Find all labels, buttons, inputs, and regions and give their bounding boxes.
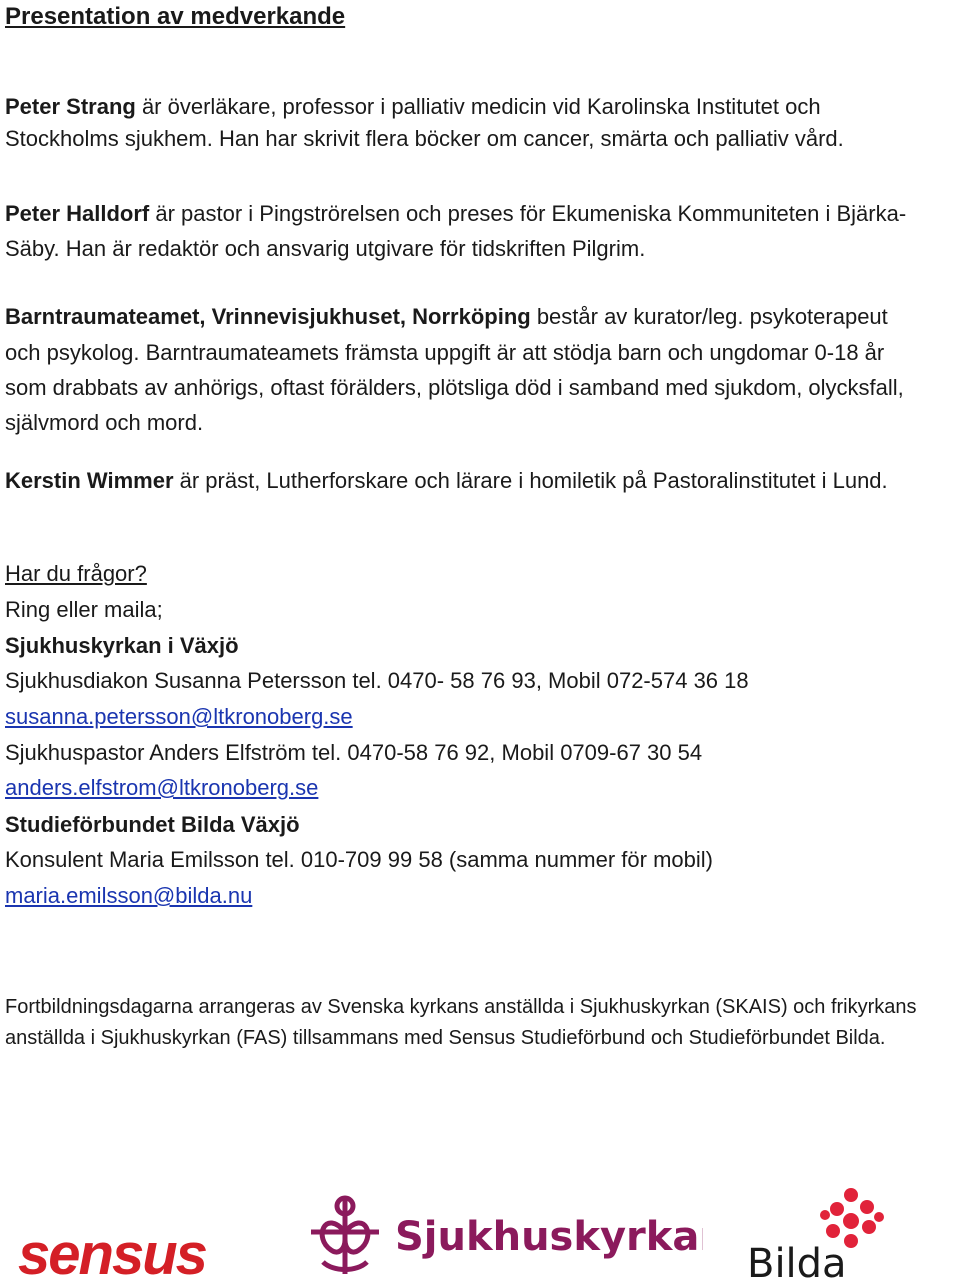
sjukhuskyrkan-logo-text: Sjukhuskyrkan [395,1214,703,1260]
halldorf-name: Peter Halldorf [5,201,150,226]
bilda-logo [745,1185,890,1281]
sjukhuskyrkan-logo-mark [303,1188,703,1280]
contact-anders: Sjukhuspastor Anders Elfström tel. 0470-58 76 92, Mobil 0709-67 30 54 [5,740,703,765]
contact-maria: Konsulent Maria Emilsson tel. 010-709 99 58 (samma nummer för mobil) [5,847,713,872]
email-anders-link[interactable]: anders.elfstrom@ltkronoberg.se [5,775,319,800]
email-maria-link[interactable]: maria.emilsson@bilda.nu [5,883,253,908]
footer-line2: anställda i Sjukhuskyrkan (FAS) tillsammans med Sensus Studieförbund och Studieförbundet Bilda. [5,1027,886,1049]
team-paragraph-line1 [5,300,888,334]
contact-susanna: Sjukhusdiakon Susanna Petersson tel. 0470- 58 76 93, Mobil 072-574 36 18 [5,668,749,693]
sensus-logo-text: sensus [18,1222,206,1282]
team-text-1: består av kurator/leg. psykoterapeut [530,304,888,329]
team-paragraph-line2: och psykolog. Barntraumateamets främsta uppgift är att stödja barn och ungdomar 0-18 år [5,340,885,365]
page-title: Presentation av medverkande [5,3,346,30]
wimmer-name: Kerstin Wimmer [5,468,174,493]
strang-name: Peter Strang [5,94,136,119]
sjukhuskyrkan-logo [303,1188,703,1280]
bilda-logo-mark [745,1185,890,1281]
team-paragraph-line3: som drabbats av anhörigs, oftast förälders, plötsliga död i samband med sjukdom, olycksfall, [5,375,904,400]
sensus-logo [18,1222,263,1282]
bilda-cross-dots-icon [820,1188,884,1248]
strang-text-1: är överläkare, professor i palliativ medicin vid Karolinska Institutet och [135,94,821,119]
halldorf-paragraph-line1 [5,197,906,231]
sensus-logo-mark [18,1222,263,1282]
wimmer-text-1: är präst, Lutherforskare och lärare i homiletik på Pastoralinstitutet i Lund. [173,468,888,493]
footer-line1: Fortbildningsdagarna arrangeras av Svenska kyrkans anställda i Sjukhuskyrkan (SKAIS) och frikyrkans [5,996,917,1018]
strang-paragraph-line2: Stockholms sjukhem. Han har skrivit flera böcker om cancer, smärta och palliativ vård. [5,126,844,151]
wimmer-paragraph [5,464,888,498]
call-or-mail-text: Ring eller maila; [5,597,163,622]
questions-heading: Har du frågor? [5,561,147,586]
team-paragraph-line4: självmord och mord. [5,410,204,435]
org-bilda-vaxjo: Studieförbundet Bilda Växjö [5,812,300,837]
team-name: Barntraumateamet, Vrinnevisjukhuset, Norrköping [5,304,531,329]
org-sjukhuskyrkan-vaxjo: Sjukhuskyrkan i Växjö [5,633,239,658]
strang-paragraph-line1 [5,90,821,124]
email-susanna-link[interactable]: susanna.petersson@ltkronoberg.se [5,704,353,729]
cross-emblem-icon [311,1198,379,1274]
halldorf-paragraph-line2: Säby. Han är redaktör och ansvarig utgivare för tidskriften Pilgrim. [5,236,646,261]
halldorf-text-1: är pastor i Pingströrelsen och preses för Ekumeniska Kommuniteten i Bjärka- [149,201,907,226]
bilda-logo-text: Bilda [747,1241,847,1281]
